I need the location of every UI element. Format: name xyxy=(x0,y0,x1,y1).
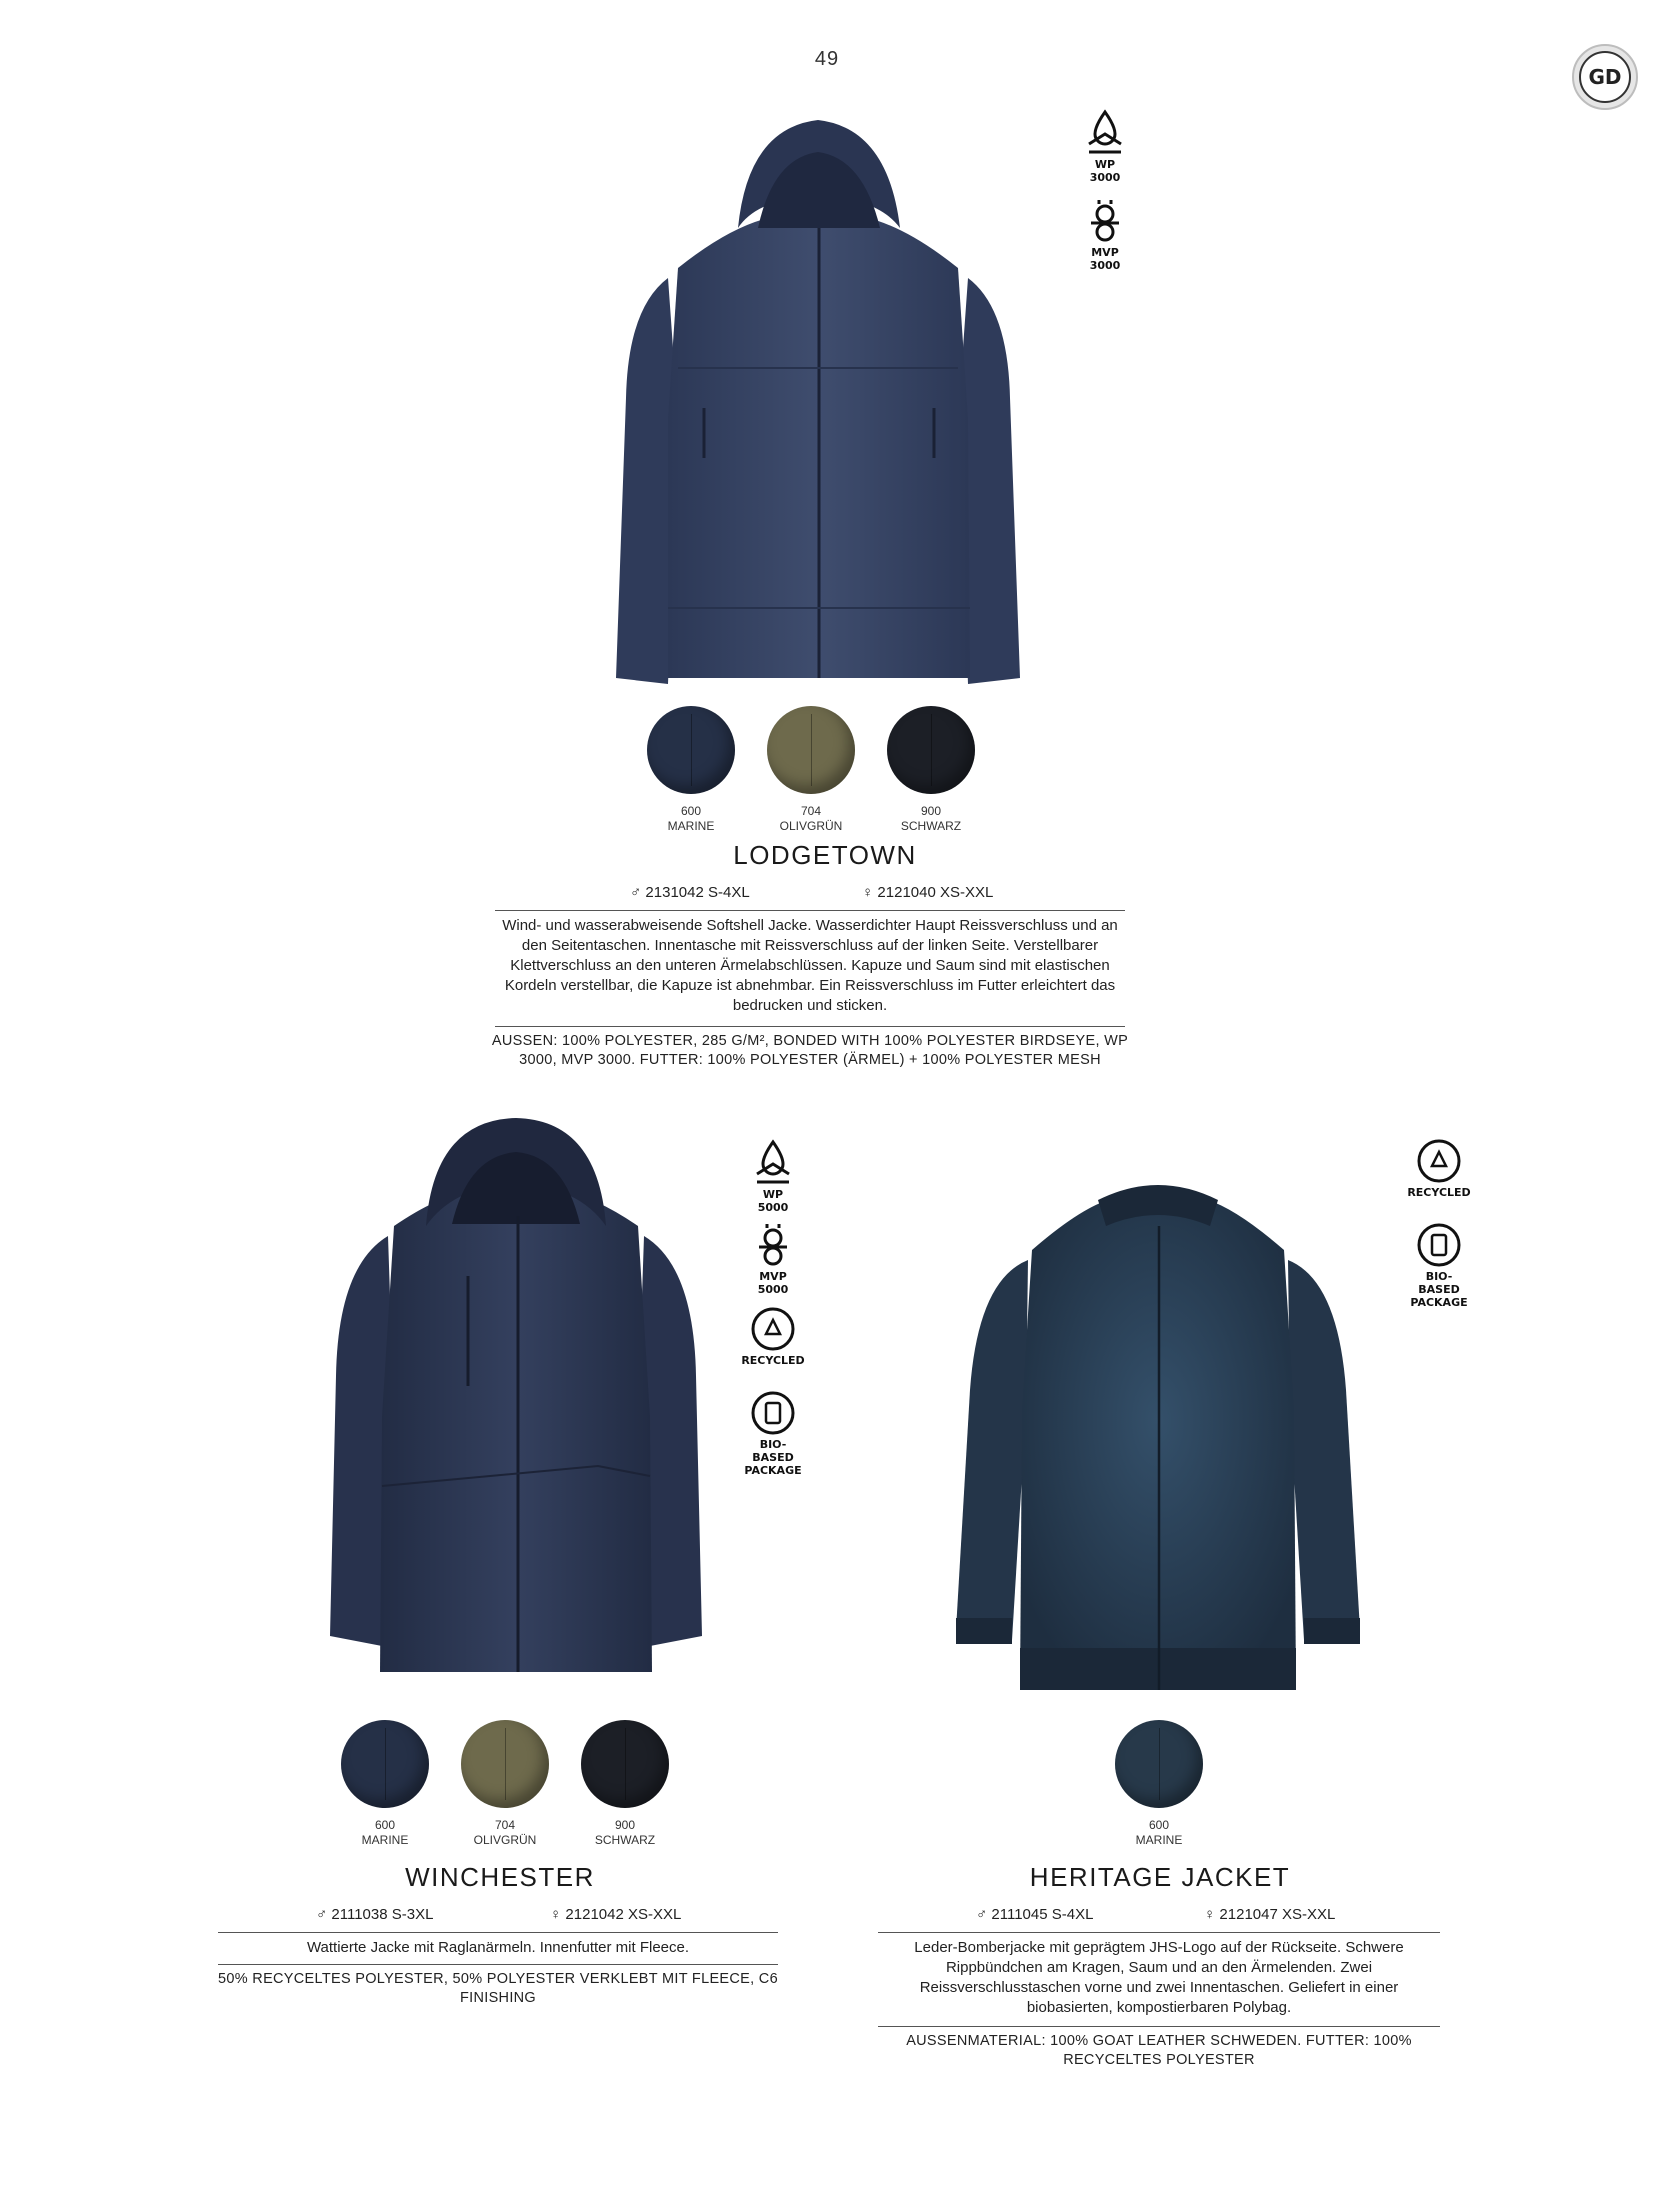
breathable-icon xyxy=(1085,200,1125,244)
badge-line: MVP xyxy=(1091,246,1119,259)
divider xyxy=(878,1932,1440,1933)
heritage-female-article: ♀ 2121047 XS-XXL xyxy=(1204,1906,1336,1923)
swatch-label: MARINE xyxy=(667,819,715,833)
divider xyxy=(495,910,1125,911)
lodgetown-badge-wp xyxy=(1060,108,1150,184)
swatch-label: SCHWARZ xyxy=(594,1833,656,1847)
heritage-swatch-marine xyxy=(1104,1720,1214,1848)
lodgetown-jacket-image xyxy=(608,118,1028,694)
heritage-title: HERITAGE JACKET xyxy=(1029,1862,1291,1892)
divider xyxy=(218,1932,778,1933)
winchester-swatch-olive xyxy=(450,1720,560,1848)
color-dot xyxy=(887,706,975,794)
badge-line: PACKAGE xyxy=(1410,1296,1468,1309)
swatch-label: MARINE xyxy=(1135,1833,1183,1847)
color-dot xyxy=(1115,1720,1203,1808)
swatch-label: OLIVGRÜN xyxy=(779,819,843,833)
winchester-male-article: ♂ 2111038 S-3XL xyxy=(316,1906,434,1923)
color-dot xyxy=(581,1720,669,1808)
divider xyxy=(878,2026,1440,2027)
winchester-description: Wattierte Jacke mit Raglanärmeln. Innenfutter mit Fleece. xyxy=(306,1939,690,1956)
swatch-code: 600 xyxy=(680,804,702,818)
swatch-label: OLIVGRÜN xyxy=(473,1833,537,1847)
heritage-male-article: ♂ 2111045 S-4XL xyxy=(976,1906,1094,1923)
lodgetown-material: AUSSEN: 100% POLYESTER, 285 G/M², BONDED WITH 100% POLYESTER BIRDSEYE, WP 3000, MVP 3000. FUTTER: 100% POLYESTER (ÄRMEL) + 100% POLYESTER MESH xyxy=(491,1033,1129,1068)
bio-package-icon xyxy=(1416,1222,1462,1268)
badge-line: 5000 xyxy=(757,1283,789,1296)
lodgetown-swatch-olive xyxy=(756,706,866,834)
lodgetown-badge-mvp xyxy=(1060,200,1150,272)
winchester-badge-bio xyxy=(728,1390,818,1477)
heritage-badge-bio xyxy=(1394,1222,1484,1309)
swatch-code: 704 xyxy=(800,804,822,818)
lodgetown-female-article: ♀ 2121040 XS-XXL xyxy=(862,884,994,901)
swatch-code: 900 xyxy=(614,1818,636,1832)
badge-line: 3000 xyxy=(1089,171,1121,184)
recycled-icon xyxy=(1416,1138,1462,1184)
lodgetown-title: LODGETOWN xyxy=(733,840,917,870)
winchester-female-article: ♀ 2121042 XS-XXL xyxy=(550,1906,682,1923)
water-drop-icon xyxy=(753,1138,793,1186)
brand-logo-mark: GD xyxy=(1579,51,1631,103)
winchester-badge-recycled xyxy=(728,1306,818,1367)
swatch-code: 900 xyxy=(920,804,942,818)
badge-line: WP xyxy=(762,1188,784,1201)
badge-line: BASED xyxy=(1418,1283,1460,1296)
swatch-label: SCHWARZ xyxy=(900,819,962,833)
heritage-badge-recycled xyxy=(1394,1138,1484,1199)
badge-line: 3000 xyxy=(1089,259,1121,272)
badge-line: RECYCLED xyxy=(1407,1186,1471,1199)
recycled-icon xyxy=(750,1306,796,1352)
winchester-badge-wp xyxy=(728,1138,818,1214)
water-drop-icon xyxy=(1085,108,1125,156)
breathable-icon xyxy=(753,1224,793,1268)
color-dot xyxy=(341,1720,429,1808)
lodgetown-swatch-marine xyxy=(636,706,746,834)
swatch-code: 704 xyxy=(494,1818,516,1832)
badge-line: BIO- xyxy=(1425,1270,1453,1283)
color-dot xyxy=(647,706,735,794)
badge-line: BASED xyxy=(752,1451,794,1464)
lodgetown-male-article: ♂ 2131042 S-4XL xyxy=(630,884,750,901)
divider xyxy=(495,1026,1125,1027)
brand-logo xyxy=(1572,44,1638,110)
color-dot xyxy=(461,1720,549,1808)
heritage-description: Leder-Bomberjacke mit geprägtem JHS-Logo auf der Rückseite. Schwere Rippbündchen am Kragen, Saum und an den Ärmelenden. Zwei Reissverschlusstaschen vorne und zwei Innentaschen. Geliefert in einer biobasierten, kompostierbaren Polybag. xyxy=(914,1939,1404,2016)
swatch-label: MARINE xyxy=(361,1833,409,1847)
winchester-jacket-image xyxy=(318,1116,714,1700)
badge-line: 5000 xyxy=(757,1201,789,1214)
lodgetown-description: Wind- und wasserabweisende Softshell Jacke. Wasserdichter Haupt Reissverschluss und an den Seitentaschen. Innentasche mit Reissverschluss auf der linken Seite. Verstellbarer Klettverschluss an den unteren Ärmelabschlüssen. Kapuze und Saum sind mit elastischen Kordeln verstellbar, die Kapuze ist abnehmbar. Ein Reissverschluss im Futter erleichtert das bedrucken und sticken. xyxy=(502,917,1118,1014)
swatch-code: 600 xyxy=(374,1818,396,1832)
badge-line: WP xyxy=(1094,158,1116,171)
badge-line: BIO- xyxy=(759,1438,787,1451)
winchester-title: WINCHESTER xyxy=(405,1862,595,1892)
winchester-swatch-marine xyxy=(330,1720,440,1848)
bio-package-icon xyxy=(750,1390,796,1436)
color-dot xyxy=(767,706,855,794)
badge-line: MVP xyxy=(759,1270,787,1283)
heritage-jacket-image xyxy=(948,1170,1368,1704)
winchester-swatch-black xyxy=(570,1720,680,1848)
winchester-badge-mvp xyxy=(728,1224,818,1296)
winchester-material: 50% RECYCELTES POLYESTER, 50% POLYESTER VERKLEBT MIT FLEECE, C6 FINISHING xyxy=(218,1971,778,2006)
page-number: 49 xyxy=(814,48,840,70)
badge-line: RECYCLED xyxy=(741,1354,805,1367)
badge-line: PACKAGE xyxy=(744,1464,802,1477)
lodgetown-swatch-black xyxy=(876,706,986,834)
divider xyxy=(218,1964,778,1965)
heritage-material: AUSSENMATERIAL: 100% GOAT LEATHER SCHWEDEN. FUTTER: 100% RECYCELTES POLYESTER xyxy=(906,2033,1412,2068)
swatch-code: 600 xyxy=(1148,1818,1170,1832)
